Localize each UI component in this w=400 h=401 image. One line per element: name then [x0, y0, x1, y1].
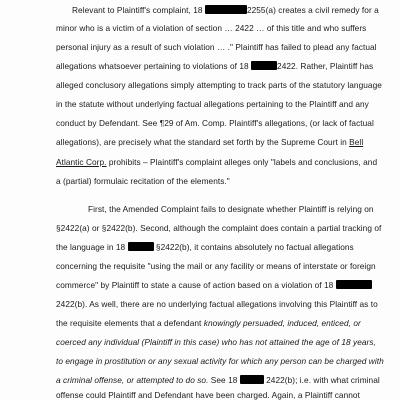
redaction-block: [128, 242, 154, 251]
text-line-13: the language in 18 §2422(b), it contains absolutely no factual allegations: [56, 242, 354, 252]
text-line-8: allegations), are precisely what the standard set forth by the Supreme Court in Bell: [56, 137, 364, 147]
text-line-6: in the statute without underlying factual allegations pertaining to the Plaintiff and any: [56, 99, 369, 109]
text-line-5: alleged conclusory allegations simply attempting to track parts of the statutory language: [56, 80, 382, 90]
text-line-11: First, the Amended Complaint fails to designate whether Plaintiff is relying on: [88, 204, 374, 214]
text-line-7: conduct by Defendant. See ¶29 of Am. Comp. Plaintiff's allegations, (or lack of factual: [56, 118, 374, 128]
redaction-block: [205, 5, 247, 14]
text-line-9: Atlantic Corp. prohibits – Plaintiff's complaint alleges only "labels and conclusions, and: [56, 157, 378, 167]
text-line-19: to engage in prostitution or any sexual activity for which any person can be charged with: [56, 356, 384, 366]
redaction-block: [240, 375, 264, 384]
text-line-2: minor who is a victim of a violation of section … 2422 … of this title and who suffers: [56, 23, 367, 33]
text-line-4: allegations whatsoever pertaining to violations of 18 2422. Rather, Plaintiff has: [56, 61, 374, 71]
text-line-15: commerce" by Plaintiff to state a cause of action based on a violation of 18: [56, 280, 372, 291]
text-line-12: §2422(a) or §2422(b). Second, although the complaint does contain a partial tracking of: [56, 223, 382, 233]
text-line-21: offense could Plaintiff and Defendant have been charged. Again, a Plaintiff cannot: [56, 390, 360, 400]
text-line-3: personal injury as a result of such violation … ." Plaintiff has failed to plead any factual: [56, 42, 377, 52]
text-line-10: a (partial) formulaic recitation of the elements.": [56, 176, 230, 186]
text-line-20: a criminal offense, or attempted to do so. See 18 2422(b); i.e. with what criminal: [56, 375, 380, 385]
text-line-18: coerced any individual (Plaintiff in this case) who has not attained the age of 18 years,: [56, 337, 376, 347]
case-citation: Bell: [349, 137, 364, 147]
redaction-block: [251, 61, 277, 70]
text-line-14: concerning the requisite "using the mail or any facility or means of interstate or foreign: [56, 261, 376, 271]
text-line-1: Relevant to Plaintiff's complaint, 18 2255(a) creates a civil remedy for a: [72, 5, 379, 15]
text-line-16: 2422(b). As well, there are no underlying factual allegations involving this Plaintiff as to: [56, 299, 378, 309]
text-line-17: the requisite elements that a defendant knowingly persuaded, induced, enticed, or: [56, 318, 361, 328]
redaction-block: [336, 280, 372, 289]
case-citation: Atlantic Corp.: [56, 157, 107, 167]
